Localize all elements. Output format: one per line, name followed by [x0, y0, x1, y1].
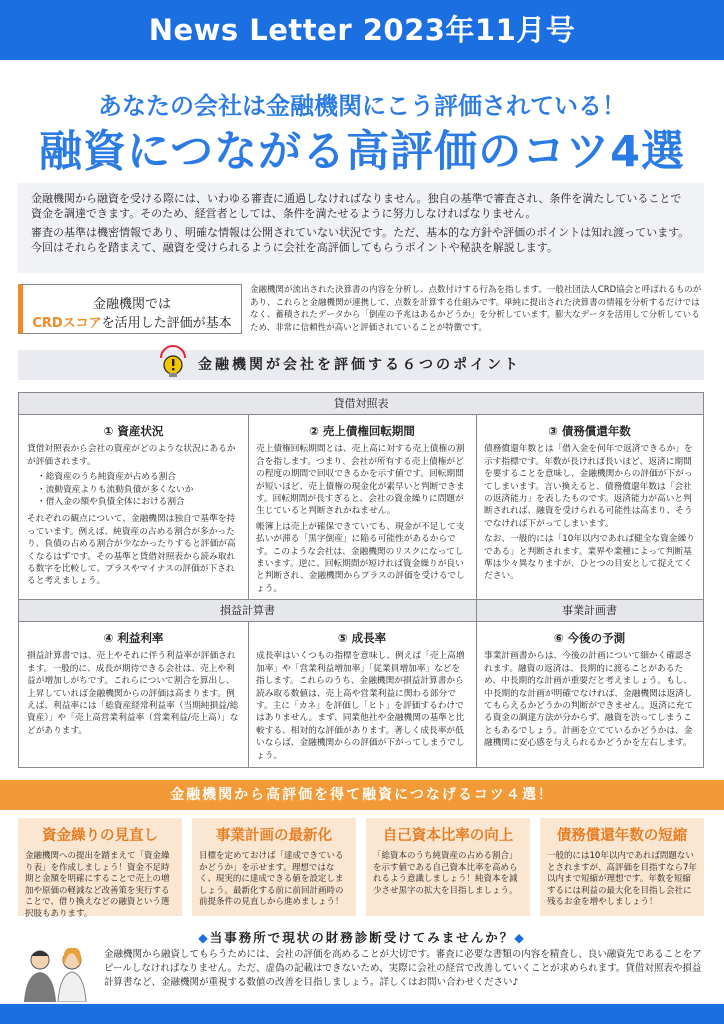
list-item: ・ 流動資産よりも流動負債が多くないか — [37, 484, 240, 496]
crd-description: 金融機関が流出された決算書の内容を分析し、点数付けする行為を指します。一般社団法人CRD協会と呼ばれるものがあり、これらと金融機関が連携して、点数を計算する仕組みです。単純に提出された決算書の情報を分析するだけではなく、蓄積されたデータから「倒産の予兆はあるかどうか」を分析しています。膨大なデータを活用して分析しているため、非常に信頼性が高いと評価されていることが特徴です。 — [250, 285, 702, 333]
tip-card — [18, 818, 182, 919]
point-text: それぞれの観点について、金融機関は独自で基準を持っています。例えば、純資産の占める割合が多かったり、負債の占める割合が少なかったりすると評価が高くなるはずです。その基準と貸借対照表から読み取れる数字を比較して、プラスやマイナスの評価が下されると考えましょう。 — [27, 514, 236, 587]
point-text: 損益計算書では、売上やそれに伴う利益率が評価されます。一般的に、成長が期待できる会社は、売上や利益が増加しがちです。これらについて割合を算出し、上昇していれば金融機関からの評価は高まります。例えば、利益率には「総資産経常利益率（当期純損益/総資産）」や「売上高営業利益率（営業利益/売上高）」などがあります。 — [27, 651, 239, 736]
crd-section — [18, 284, 704, 334]
intro-paragraph-1: 金融機関から融資を受ける際には、いわゆる審査に通過しなければなりません。独自の基準で審査され、条件を満たしていることで資金を調達できます。そのため、経営者としては、条件を満たせるように努力しなければなりません。 — [31, 192, 682, 220]
lightbulb-icon — [158, 344, 188, 380]
tips-header: 金融機関から高評価を得て融資につなげるコツ４選！ — [0, 780, 724, 810]
point-text: 帳簿上は売上が確保できていても、現金が不足して支払いが滞る「黒字倒産」に陥る可能性があるからです。このような会社は、金融機関のリスクになってしまいます。逆に、回転期間が短ければ資金繰りが良いと判断され、金融機関からプラスの評価を受けるでしょう。 — [256, 521, 465, 594]
crd-label-rest: を活用した評価が基本 — [101, 316, 232, 331]
divider — [248, 415, 249, 599]
tip-body: 「総資本のうち純資産の占める割合」を示す値である自己資本比率を高められるよう意識しましょう！純資本を減少させ黒字の拡大を目指しましょう。 — [373, 851, 518, 896]
point-title: ③ 債務償還年数 — [548, 424, 631, 438]
newsletter-header: News Letter 2023年11月号 — [0, 0, 724, 60]
band-business-plan: 事業計画書 — [476, 600, 703, 622]
points-header — [18, 350, 704, 380]
point-title: ⑥ 今後の予測 — [553, 631, 626, 645]
diagnosis-text: 当事務所で現状の財務診断受けてみませんか？ — [209, 930, 515, 945]
tip-card — [192, 818, 356, 916]
crd-label-line1: 金融機関では — [92, 297, 171, 312]
tip-title: 事業計画の最新化 — [216, 828, 332, 844]
diamond-icon: ◆ — [198, 930, 210, 945]
point-text: 事業計画書からは、今後の計画について細かく確認されます。融資の返済は、長期的に渡ることがあるため、中長期的な計画が重要だと考えましょう。もし、中長期的な計画が明確でなければ、金融機関は返済してもらえるかどうかの判断ができません。返済に充てる資金の調達方法が分からず、融資を渋ってしまうこともあるでしょう。計画を立てているかどうかは、金融機関に安心感を与えられるかどうかを左右します。 — [484, 651, 694, 749]
tip-title: 資金繰りの見直し — [42, 828, 158, 844]
point-cell — [248, 622, 476, 767]
point-text: 売上債権回転期間とは、売上高に対する売上債権の割合を指します。つまり、会社が所有する売上債権がどの程度の期間で回収できるかを示す値です。回転期間が短いほど、売上債権の現金化が素早いと判断できます。回転期間が長すぎると、会社の資金繰りに問題が生じていると判断されかねません。 — [256, 444, 465, 517]
crd-accent: CRDスコア — [32, 316, 102, 331]
points-title: 金融機関が会社を評価する６つのポイント — [198, 357, 521, 373]
crd-label-box — [18, 284, 242, 334]
consultation-illustration — [18, 940, 96, 1002]
point-text: なお、一般的には「10年以内であれば健全な資金繰りである」と判断されます。業界や業種によって判断基準は少々異なりますが、ひとつの目安として捉えてください。 — [484, 534, 695, 582]
closing-text: 金融機関から融資してもらうためには、会社の評価を高めることが大切です。審査に必要な書類の内容を精査し、良い融資先であることをアピールしなければなりません。ただ、虚偽の記載はできないため、実際に会社の経営で改善していくことが求められます。貸借対照表や損益計算書など、金融機関が重視する数値の改善を目指しましょう。詳しくはお問い合わせください♪ — [104, 949, 702, 988]
point-list — [27, 471, 240, 508]
point-title: ④ 利益利率 — [103, 631, 164, 645]
point-title: ① 資産状況 — [103, 424, 164, 438]
footer-bar — [0, 1004, 724, 1024]
tip-body: 目標を定めておけば「達成できているかどうか」を示せます。理想ではなく、現実的に達成できる値を設定しましょう。最新化する前に前回計画時の前提条件の見直しから進めましょう！ — [199, 851, 344, 908]
point-cell — [248, 415, 476, 599]
point-cell — [19, 415, 248, 599]
tip-card — [540, 818, 704, 916]
intro-paragraph-2: 審査の基準は機密情報であり、明確な情報は公開されていない状況です。ただ、基本的な方針や評価のポイントは知れ渡っています。今回はそれらを踏まえて、融資を受けられるように会社を高評価してもらうポイントや秘訣を解説します。 — [31, 226, 690, 254]
list-item: ・ 総資産のうち純資産が占める割合 — [37, 471, 240, 483]
tip-title: 債務償還年数の短縮 — [556, 828, 688, 844]
list-item: ・ 借入金の額や負債全体における割合 — [37, 496, 240, 508]
point-text: 貸借対照表から会社の資産がどのような状況にあるかが評価されます。 — [27, 444, 236, 467]
band-balance-sheet: 貸借対照表 — [19, 393, 703, 415]
tip-title: 自己資本比率の向上 — [382, 828, 514, 844]
tip-body: 一般的には10年以内であれば問題ないとされますが、高評価を目指すなら7年以内まで短縮が理想です。年数を短縮するには利益の最大化を目指し会社に残るお金を増やしましょう！ — [547, 851, 697, 908]
point-title: ⑤ 成長率 — [337, 631, 387, 645]
tips-row — [18, 818, 704, 919]
crd-label-line2 — [23, 312, 241, 331]
point-cell — [476, 622, 703, 767]
evaluation-grid — [18, 392, 704, 768]
point-title: ② 売上債権回転期間 — [309, 424, 415, 438]
diamond-icon: ◆ — [514, 930, 526, 945]
diagnosis-cta — [0, 928, 724, 946]
divider — [248, 622, 249, 767]
point-cell — [476, 415, 703, 599]
tip-card — [366, 818, 530, 916]
point-cell — [19, 622, 248, 767]
subtitle: あなたの会社は金融機関にこう評価されている！ — [98, 92, 626, 120]
point-text: 成長率はいくつもの指標を意味し、例えば「売上高増加率」や「営業利益増加率」「従業員増加率」などを指します。これらのうち、金融機関が損益計算書から読み取る数値は、売上高や営業利益に関わる部分です。主に「カネ」を評価し「ヒト」を評価するわけではありません。まず、同業他社や金融機関の基準と比較する、相対的な評価があります。著しく成長率が低いならば、金融機関からの評価が下がってしまうでしょう。 — [256, 651, 465, 761]
intro-box — [18, 183, 704, 273]
band-income-statement: 損益計算書 — [19, 600, 476, 622]
headline: 融資につながる高評価のコツ4選 — [38, 127, 686, 177]
divider — [476, 415, 477, 767]
tip-body: 金融機関への提出を踏まえて「資金繰り表」を作成しましょう！資金不足時期と金額を明確にすることで売上の増加や原価の軽減など改善策を実行することで、借り換えなどの融資という選択肢もあります。 — [25, 851, 170, 919]
point-text: 債務償還年数とは「借入金を何年で返済できるか」を示す指標です。年数が長ければ長いほど、返済に期間を要することを意味し、金融機関からの評価が下がってしまいます。言い換えると、債務償還年数は「会社の返済能力」を表したものです。返済能力が高いと判断されれば、融資を受けられる可能性は高まり、そうでなければ下がってしまいます。 — [484, 444, 693, 529]
